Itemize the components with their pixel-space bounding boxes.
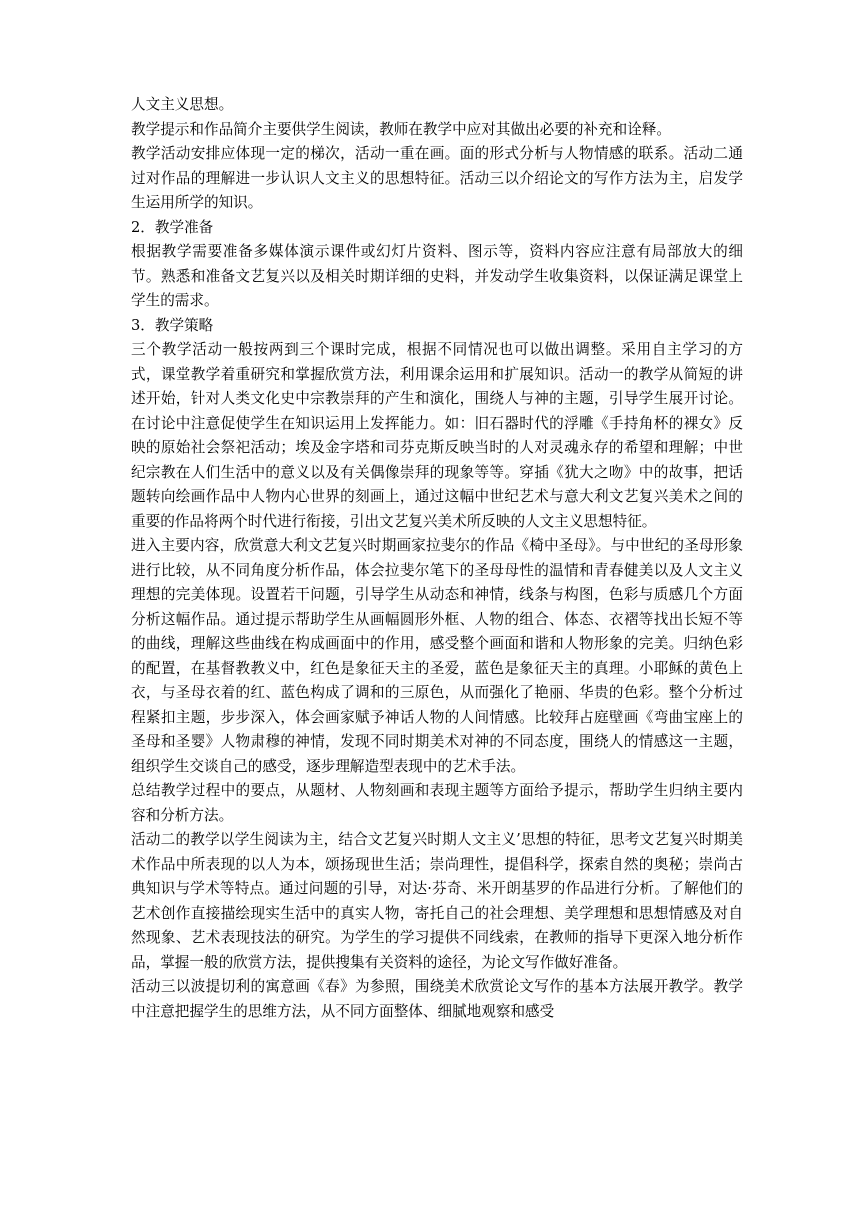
paragraph: 教学提示和作品简介主要供学生阅读，教师在教学中应对其做出必要的补充和诠释。 bbox=[131, 120, 671, 138]
paragraph: 根据教学需要准备多媒体演示课件或幻灯片资料、图示等，资料内容应注意有局部放大的细节。熟悉和准备文艺复兴以及相关时期详细的史料，并发动学生收集资料，以保证满足课堂上学生的需求。 bbox=[131, 243, 743, 309]
paragraph: 教学活动安排应体现一定的梯次，活动一重在画。面的形式分析与人物情感的联系。活动二通过对作品的理解进一步认识人文主义的思想特征。活动三以介绍论文的写作方法为主，启发学生运用所学的知识。 bbox=[131, 145, 743, 211]
paragraph: 活动二的教学以学生阅读为主，结合文艺复兴时期人文主义’思想的特征，思考文艺复兴时期美术作品中所表现的以人为本，颂扬现世生活；崇尚理性，提倡科学，探索自然的奥秘；崇尚古典知识与学术等特点。通过问题的引导，对达·芬奇、米开朗基罗的作品进行分析。了解他们的艺术创作直接描绘现实生活中的真实人物，寄托自己的社会理想、美学理想和思想情感及对自然现象、艺术表现技法的研究。为学生的学习提供不同线索，在教师的指导下更深入地分析作品，掌握一般的欣赏方法，提供搜集有关资料的途径，为论文写作做好准备。 bbox=[131, 831, 743, 971]
document-body bbox=[131, 93, 743, 1024]
section-heading: 2．教学准备 bbox=[131, 218, 214, 236]
paragraph: 进入主要内容，欣赏意大利文艺复兴时期画家拉斐尔的作品《椅中圣母》。与中世纪的圣母形象进行比较，从不同角度分析作品，体会拉斐尔笔下的圣母母性的温情和青春健美以及人文主义理想的完美体现。设置若干问题，引导学生从动态和神情，线条与构图，色彩与质感几个方面分析这幅作品。通过提示帮助学生从画幅圆形外框、人物的组合、体态、衣褶等找出长短不等的曲线，理解这些曲线在构成画面中的作用，感受整个画面和谐和人物形象的完美。归纳色彩的配置，在基督教教义中，红色是象征天主的圣爱，蓝色是象征天主的真理。小耶稣的黄色上衣，与圣母衣着的红、蓝色构成了调和的三原色，从而强化了艳丽、华贵的色彩。整个分析过程紧扣主题，步步深入，体会画家赋予神话人物的人间情感。比较拜占庭壁画《弯曲宝座上的圣母和圣婴》人物肃穆的神情，发现不同时期美术对神的不同态度，围绕人的情感这一主题，组织学生交谈自己的感受，逐步理解造型表现中的艺术手法。 bbox=[131, 537, 743, 775]
paragraph: 总结教学过程中的要点，从题材、人物刻画和表现主题等方面给予提示，帮助学生归纳主要内容和分析方法。 bbox=[131, 782, 743, 824]
paragraph: 活动三以波提切利的寓意画《春》为参照，围绕美术欣赏论文写作的基本方法展开教学。教学中注意把握学生的思维方法，从不同方面整体、细腻地观察和感受 bbox=[131, 978, 743, 1020]
paragraph: 三个教学活动一般按两到三个课时完成，根据不同情况也可以做出调整。采用自主学习的方式，课堂教学着重研究和掌握欣赏方法，利用课余运用和扩展知识。活动一的教学从简短的讲述开始，针对人类文化史中宗教崇拜的产生和演化，围绕人与神的主题，引导学生展开讨论。在讨论中注意促使学生在知识运用上发挥能力。如：旧石器时代的浮雕《手持角杯的裸女》反映的原始社会祭祀活动；埃及金字塔和司芬克斯反映当时的人对灵魂永存的希望和理解；中世纪宗教在人们生活中的意义以及有关偶像崇拜的现象等等。穿插《犹大之吻》中的故事，把话题转向绘画作品中人物内心世界的刻画上，通过这幅中世纪艺术与意大利文艺复兴美术之间的重要的作品将两个时代进行衔接，引出文艺复兴美术所反映的人文主义思想特征。 bbox=[131, 341, 743, 530]
paragraph: 人文主义思想。 bbox=[131, 96, 234, 113]
section-heading: 3．教学策略 bbox=[131, 316, 214, 334]
